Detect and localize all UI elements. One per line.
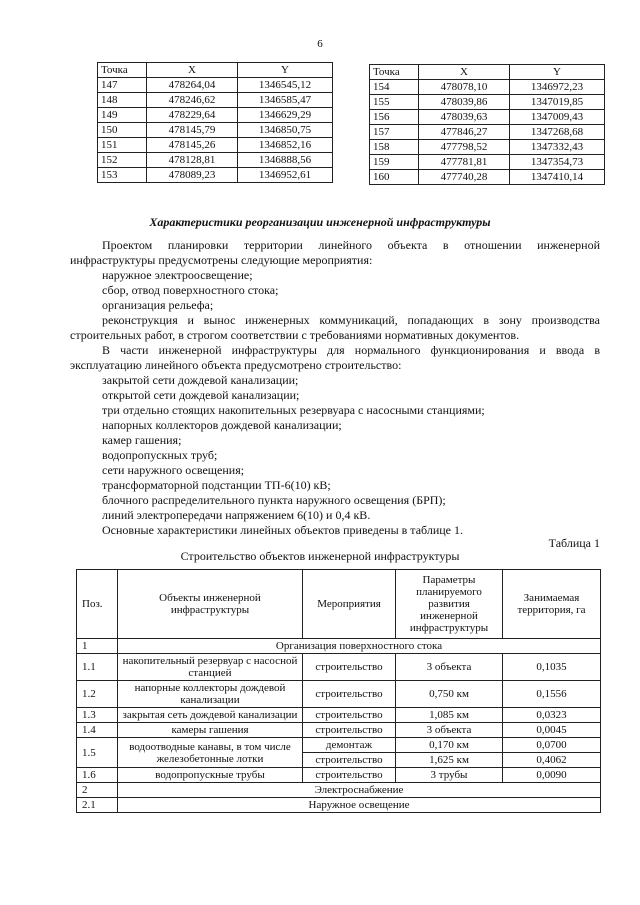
table-row	[77, 738, 601, 753]
table-section-row	[77, 783, 601, 798]
cell-area: 0,0323	[503, 708, 601, 723]
cell-area: 0,4062	[503, 753, 601, 768]
table-header-row	[77, 570, 601, 639]
cell-point: 149	[98, 108, 147, 123]
cell-action: строительство	[303, 723, 396, 738]
cell-point: 148	[98, 93, 147, 108]
table-row	[77, 723, 601, 738]
cell-section-title: Наружное освещение	[118, 798, 601, 813]
table-row	[77, 768, 601, 783]
list-item: три отдельно стоящих накопительных резервуара с насосными станциями;	[102, 403, 485, 417]
table-row	[370, 125, 605, 140]
cell-action: строительство	[303, 768, 396, 783]
table-row	[98, 93, 333, 108]
table-row	[370, 155, 605, 170]
table-row	[98, 78, 333, 93]
table-row	[77, 708, 601, 723]
table-row	[370, 170, 605, 185]
table-row	[98, 153, 333, 168]
cell-y: 1346585,47	[238, 93, 333, 108]
cell-point: 159	[370, 155, 419, 170]
cell-x: 478089,23	[147, 168, 238, 183]
table-row	[370, 140, 605, 155]
body-text	[70, 238, 600, 538]
table-label: Таблица 1	[548, 536, 600, 550]
header-x: X	[147, 63, 238, 78]
infrastructure-table	[76, 569, 601, 813]
header-y: Y	[510, 65, 605, 80]
cell-x: 477781,81	[419, 155, 510, 170]
list-item: водопропускных труб;	[102, 448, 218, 462]
table-row	[370, 110, 605, 125]
table-row	[98, 123, 333, 138]
cell-point: 155	[370, 95, 419, 110]
list-item: открытой сети дождевой канализации;	[102, 388, 300, 402]
cell-x: 478039,63	[419, 110, 510, 125]
list-item: сети наружного освещения;	[102, 463, 245, 477]
cell-pos: 2	[77, 783, 118, 798]
list-item: реконструкция и вынос инженерных коммуникаций, попадающих в зону производства строительных работ, в строгом соответствии с требованиями нормативных документов.	[70, 313, 600, 342]
cell-x: 478078,10	[419, 80, 510, 95]
cell-action: строительство	[303, 753, 396, 768]
list-item: камер гашения;	[102, 433, 182, 447]
table-row	[370, 80, 605, 95]
cell-y: 1347410,14	[510, 170, 605, 185]
cell-object: водоотводные канавы, в том числе железобетонные лотки	[118, 738, 303, 768]
cell-x: 478145,79	[147, 123, 238, 138]
cell-pos: 1.1	[77, 654, 118, 681]
cell-x: 478229,64	[147, 108, 238, 123]
cell-action: строительство	[303, 654, 396, 681]
table-title: Строительство объектов инженерной инфраструктуры	[180, 549, 460, 563]
cell-parameter: 0,170 км	[396, 738, 503, 753]
cell-x: 478246,62	[147, 93, 238, 108]
table-row	[98, 108, 333, 123]
cell-y: 1346952,61	[238, 168, 333, 183]
cell-x: 477798,52	[419, 140, 510, 155]
cell-object: закрытая сеть дождевой канализации	[118, 708, 303, 723]
cell-section-title: Организация поверхностного стока	[118, 639, 601, 654]
list-item: сбор, отвод поверхностного стока;	[102, 283, 279, 297]
list-item: напорных коллекторов дождевой канализации;	[102, 418, 342, 432]
cell-action: строительство	[303, 708, 396, 723]
table-row	[370, 95, 605, 110]
header-point: Точка	[370, 65, 419, 80]
header-actions: Мероприятия	[303, 570, 396, 639]
cell-parameter: 1,625 км	[396, 753, 503, 768]
list-item: закрытой сети дождевой канализации;	[102, 373, 299, 387]
list-item: организация рельефа;	[102, 298, 214, 312]
cell-point: 153	[98, 168, 147, 183]
cell-pos: 1.3	[77, 708, 118, 723]
cell-pos: 1.6	[77, 768, 118, 783]
cell-y: 1346888,56	[238, 153, 333, 168]
cell-area: 0,0700	[503, 738, 601, 753]
cell-y: 1347009,43	[510, 110, 605, 125]
paragraph: В части инженерной инфраструктуры для нормального функционирования и ввода в эксплуатацию линейного объекта предусмотрено строительство:	[70, 343, 600, 372]
cell-section-title: Электроснабжение	[118, 783, 601, 798]
cell-y: 1346972,23	[510, 80, 605, 95]
cell-point: 150	[98, 123, 147, 138]
table-section-row	[77, 798, 601, 813]
cell-parameter: 3 объекта	[396, 654, 503, 681]
cell-object: накопительный резервуар с насосной станцией	[118, 654, 303, 681]
cell-parameter: 3 трубы	[396, 768, 503, 783]
cell-point: 151	[98, 138, 147, 153]
header-y: Y	[238, 63, 333, 78]
table-section-row	[77, 639, 601, 654]
cell-point: 158	[370, 140, 419, 155]
cell-object: водопропускные трубы	[118, 768, 303, 783]
cell-parameter: 0,750 км	[396, 681, 503, 708]
paragraph: Проектом планировки территории линейного объекта в отношении инженерной инфраструктуры предусмотрены следующие мероприятия:	[70, 238, 600, 267]
cell-action: демонтаж	[303, 738, 396, 753]
cell-y: 1346852,16	[238, 138, 333, 153]
cell-point: 154	[370, 80, 419, 95]
cell-point: 157	[370, 125, 419, 140]
cell-y: 1347354,73	[510, 155, 605, 170]
header-objects: Объекты инженерной инфраструктуры	[118, 570, 303, 639]
table-header-row	[370, 65, 605, 80]
page-number: 6	[317, 38, 323, 50]
cell-pos: 2.1	[77, 798, 118, 813]
cell-object: камеры гашения	[118, 723, 303, 738]
cell-area: 0,1556	[503, 681, 601, 708]
coordinates-table-right	[369, 64, 605, 185]
cell-x: 478128,81	[147, 153, 238, 168]
cell-point: 147	[98, 78, 147, 93]
table-header-row	[98, 63, 333, 78]
coordinates-table-left	[97, 62, 333, 183]
cell-area: 0,0090	[503, 768, 601, 783]
cell-action: строительство	[303, 681, 396, 708]
cell-x: 478264,04	[147, 78, 238, 93]
list-item: наружное электроосвещение;	[102, 268, 253, 282]
cell-x: 477740,28	[419, 170, 510, 185]
header-pos: Поз.	[77, 570, 118, 639]
cell-parameter: 1,085 км	[396, 708, 503, 723]
table-row	[98, 138, 333, 153]
cell-y: 1346545,12	[238, 78, 333, 93]
table-row	[77, 681, 601, 708]
cell-y: 1347332,43	[510, 140, 605, 155]
cell-y: 1346629,29	[238, 108, 333, 123]
list-item: линий электропередачи напряжением 6(10) и 0,4 кВ.	[102, 508, 371, 522]
cell-area: 0,0045	[503, 723, 601, 738]
cell-y: 1346850,75	[238, 123, 333, 138]
cell-x: 478039,86	[419, 95, 510, 110]
cell-area: 0,1035	[503, 654, 601, 681]
cell-y: 1347019,85	[510, 95, 605, 110]
section-title: Характеристики реорганизации инженерной инфраструктуры	[149, 215, 491, 229]
cell-point: 160	[370, 170, 419, 185]
header-x: X	[419, 65, 510, 80]
cell-x: 478145,26	[147, 138, 238, 153]
cell-pos: 1.2	[77, 681, 118, 708]
cell-x: 477846,27	[419, 125, 510, 140]
cell-parameter: 3 объекта	[396, 723, 503, 738]
header-area: Занимаемая территория, га	[503, 570, 601, 639]
header-parameters: Параметры планируемого развития инженерной инфраструктуры	[396, 570, 503, 639]
cell-pos: 1.4	[77, 723, 118, 738]
paragraph: Основные характеристики линейных объектов приведены в таблице 1.	[102, 523, 463, 537]
table-row	[77, 654, 601, 681]
list-item: блочного распределительного пункта наружного освещения (БРП);	[102, 493, 446, 507]
cell-point: 152	[98, 153, 147, 168]
header-point: Точка	[98, 63, 147, 78]
cell-pos: 1	[77, 639, 118, 654]
cell-object: напорные коллекторы дождевой канализации	[118, 681, 303, 708]
cell-y: 1347268,68	[510, 125, 605, 140]
table-row	[98, 168, 333, 183]
list-item: трансформаторной подстанции ТП-6(10) кВ;	[102, 478, 331, 492]
cell-pos: 1.5	[77, 738, 118, 768]
cell-point: 156	[370, 110, 419, 125]
